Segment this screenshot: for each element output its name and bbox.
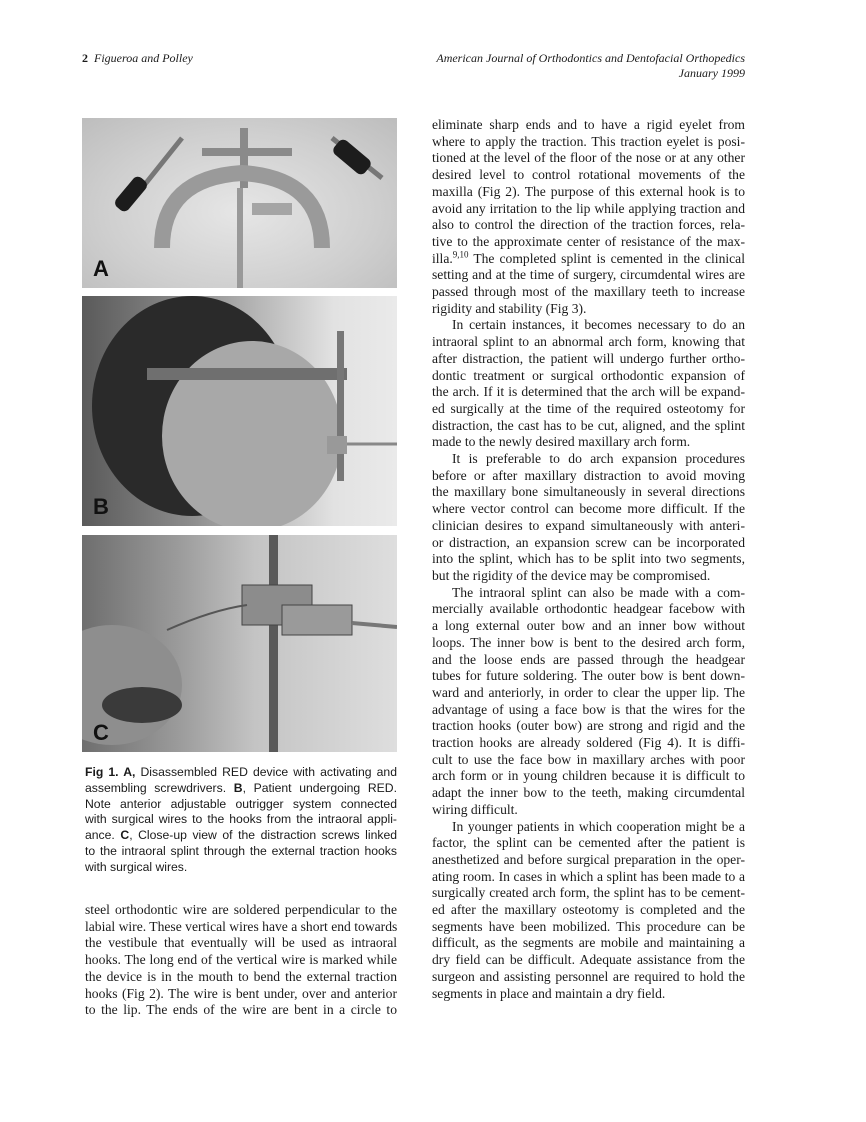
caption-line [85,781,397,797]
text-segment: illa. [432,250,453,266]
text-line: In younger patients in which cooperation might be a [452,818,745,834]
text-line: and the loose ends are passed through the headgear [432,651,745,667]
text-line: also to control the direction of the traction forces, rela- [432,217,745,233]
distraction-screws-closeup-illustration [82,535,397,752]
caption-line [85,860,397,876]
right-column-text [432,117,745,1002]
text-line: clinician desires to expand simultaneously with anteri- [432,517,745,533]
journal-title: American Journal of Orthodontics and Dentofacial Orthopedics [436,51,745,65]
text-line: adapt the inner bow to the teeth, making circumdental [432,785,745,801]
distraction-device-illustration [82,118,397,288]
figure-panel-c-photo [82,535,397,752]
text-line [432,251,745,268]
text-line: hooks (Fig 2). The wire is bent under, over and anterior [85,985,397,1001]
caption-text: to the intraoral splint through the external traction hooks [85,843,397,858]
paragraph [432,117,745,317]
figure-caption [85,765,397,876]
text-line: passed through most of the maxillary teeth to increase [432,284,745,300]
panel-label: C [93,720,109,745]
caption-text: ance. [85,828,121,843]
text-line: anesthetized and before surgical preparation in the oper- [432,851,745,867]
running-authors: Figueroa and Polley [94,51,193,65]
text-line: into the splint, which has to be split into two segments, [432,551,745,567]
text-line: before or after maxillary distraction to avoid moving [432,467,745,483]
caption-text: , Patient undergoing RED. [242,780,397,795]
caption-bold-label: B [233,780,243,795]
paragraph [432,317,745,451]
text-line: traction hooks are already soldered (Fig 4). It is diffi- [432,735,745,751]
text-line: segments have been mobilized. This procedure can be [432,918,745,934]
text-line: factor, the splint can be cemented after the patient is [432,835,745,851]
caption-line [85,812,397,828]
text-line: cult to use the face bow in maxillary arches with poor [432,751,745,767]
text-line: to the lip. The ends of the wire are bent in a circle to [85,1002,397,1018]
text-line: or distraction, an expansion screw can be incorporated [432,534,745,550]
patient-profile-illustration [82,296,397,526]
text-line: arch form or in young children because it is difficult to [432,768,745,784]
caption-text: , Close-up view of the distraction screws linked [129,828,397,843]
figure-panel-b-photo [82,296,397,526]
paragraph [432,585,745,819]
text-line: In certain instances, it becomes necessary to do an [452,317,745,333]
text-line: tioned at the level of the floor of the nose or at any other [432,150,745,166]
text-line: ward and anteriorly, in order to clear the upper lip. The [432,684,745,700]
caption-line [85,844,397,860]
text-line: the maxillary bone simultaneously in several directions [432,484,745,500]
text-line: maxilla (Fig 2). The purpose of this external hook is to [432,183,745,199]
text-segment: The completed splint is cemented in the clinical [468,250,745,266]
figure-panel-a-photo [82,118,397,288]
text-line: mercially available orthodontic headgear facebow with [432,601,745,617]
text-line: steel orthodontic wire are soldered perpendicular to the [85,902,397,917]
text-line: difficult, as the segments are mobile and maintaining a [432,935,745,951]
paragraph [432,819,745,1003]
caption-bold-label: Fig 1. A, [85,765,136,779]
text-line: after distraction, the patient will undergo further ortho- [432,350,745,366]
text-line: wiring difficult. [432,801,518,817]
text-line: ating room. In cases in which a splint has been made to a [432,868,745,884]
text-line: made to the newly desired maxillary arch form. [432,434,691,450]
caption-text: with surgical wires to the hooks from the intraoral appli- [85,812,397,827]
text-line: the arch. If it is determined that the arch will be expand- [432,384,745,400]
text-line: intraoral splint to an abnormal arch form, knowing that [432,334,745,350]
text-line: segments in place and maintain a dry field. [432,985,666,1001]
text-line: rigidity and stability (Fig 3). [432,300,587,316]
text-line: surgeon and assisting personnel are required to hold the [432,968,745,984]
text-line: a long external outer bow and an inner bow without [432,618,745,634]
text-line: dry field can be difficult. Adequate assistance from the [432,952,745,968]
caption-line [85,765,397,781]
page-number: 2 [82,51,88,65]
text-line: desired level to control rotational movements of the [432,167,745,183]
caption-bold-label: C [120,828,130,843]
text-line: avoid any irritation to the lip while applying traction and [432,200,745,216]
text-line: The intraoral splint can also be made with a com- [452,584,745,600]
text-line: advantage of using a face bow is that the wires for the [432,701,745,717]
text-line: but the rigidity of the device may be compromised. [432,567,711,583]
caption-line [85,828,397,844]
text-line: labial wire. These vertical wires have a short end towards [85,918,398,934]
paragraph [85,902,397,1019]
text-line: setting and at the time of surgery, circumdental wires are [432,267,745,283]
text-line: where vector control can become more difficult. If the [432,501,745,517]
panel-label: A [93,256,109,281]
caption-text: Note anterior adjustable outrigger system connected [85,796,397,811]
running-header-right [436,51,745,81]
left-column-text [85,902,397,1019]
text-line: tubes for future soldering. The outer bow is bent down- [432,668,745,684]
paragraph [432,451,745,585]
text-line: It is preferable to do arch expansion procedures [452,451,745,467]
text-line: tive to the approximate center of resistance of the max- [432,233,745,249]
caption-text: assembling screwdrivers. [85,780,234,795]
caption-text: with surgical wires. [85,859,188,874]
text-line: loops. The inner bow is bent to the desired arch form, [432,634,745,650]
text-line: distraction, the cast has to be cut, aligned, and the splint [432,417,745,433]
panel-label: B [93,494,109,519]
caption-line [85,797,397,813]
text-line: hooks. The long end of the vertical wire is marked while [85,952,397,968]
text-line: eliminate sharp ends and to have a rigid eyelet from [432,117,745,132]
text-line: surgically created arch form, the splint has to be cement- [432,885,745,901]
text-line: traction hooks (outer bow) are strong and rigid and the [432,718,745,734]
caption-text: Disassembled RED device with activating and [135,765,397,779]
text-line: the device is in the mouth to bend the external traction [85,968,397,984]
text-line: dontic treatment or surgical orthodontic expansion of [432,367,745,383]
text-line: ed after the maxillary osteotomy is completed and the [432,902,745,918]
issue-date: January 1999 [678,66,745,80]
text-line: ed surgically at the time of the required osteotomy for [432,400,745,416]
running-header-left [82,51,193,66]
text-line: where to apply the traction. This traction eyelet is posi- [432,133,745,149]
text-line: the vestibule that eventually will be used as intraoral [85,935,397,951]
reference-superscript: 9,10 [452,249,469,260]
